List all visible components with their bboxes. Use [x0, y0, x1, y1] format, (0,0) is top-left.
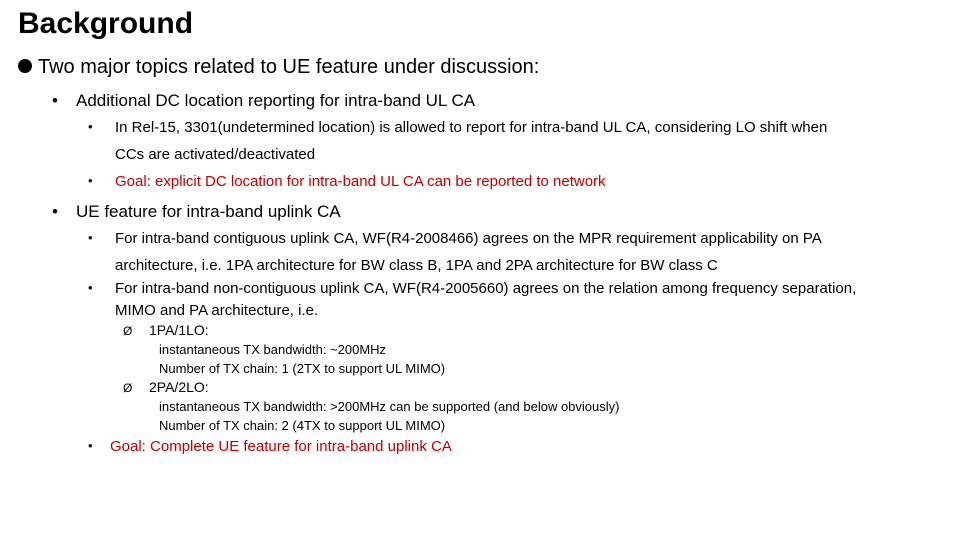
topic1-goal: Goal: explicit DC location for intra-band UL CA can be reported to network	[115, 173, 606, 190]
topic2-bullet2-line1: For intra-band non-contiguous uplink CA, WF(R4-2005660) agrees on the relation among frequency separation,	[115, 280, 857, 297]
sub2-line2: Number of TX chain: 2 (4TX to support UL MIMO)	[159, 418, 446, 433]
bullet-icon: •	[88, 230, 93, 245]
topic2-bullet1-line1: For intra-band contiguous uplink CA, WF(R4-2008466) agrees on the MPR requirement applicability on PA	[115, 230, 822, 247]
intro-text: Two major topics related to UE feature under discussion:	[38, 56, 540, 78]
topic1-heading	[52, 90, 475, 112]
sub2-label: 2PA/2LO:	[149, 379, 209, 395]
bullet-icon: •	[52, 202, 58, 221]
bullet-icon: •	[52, 91, 58, 110]
sub1-line2: Number of TX chain: 1 (2TX to support UL MIMO)	[159, 361, 446, 376]
topic2-heading	[52, 201, 341, 223]
bullet-icon: •	[88, 173, 93, 188]
sub1-label: 1PA/1LO:	[149, 322, 209, 338]
topic1-heading-text: Additional DC location reporting for intra-band UL CA	[76, 91, 476, 110]
intro-line	[18, 54, 539, 80]
topic2-goal: Goal: Complete UE feature for intra-band uplink CA	[110, 438, 452, 455]
filled-circle-bullet-icon	[18, 59, 32, 73]
arrow-bullet-icon: Ø	[123, 324, 133, 338]
bullet-icon: •	[88, 280, 93, 295]
bullet-icon: •	[88, 438, 93, 453]
topic2-bullet2-line2: MIMO and PA architecture, i.e.	[115, 302, 319, 319]
topic1-bullet1-line2: CCs are activated/deactivated	[115, 146, 316, 163]
sub2-line1: instantaneous TX bandwidth: >200MHz can be supported (and below obviously)	[159, 399, 620, 414]
topic2-heading-text: UE feature for intra-band uplink CA	[76, 202, 341, 221]
slide-title: Background	[18, 7, 194, 40]
bullet-icon: •	[88, 119, 93, 134]
sub1-heading	[123, 321, 209, 340]
arrow-bullet-icon: Ø	[123, 381, 133, 395]
sub2-heading	[123, 378, 209, 397]
sub1-line1: instantaneous TX bandwidth: ~200MHz	[159, 342, 387, 357]
topic2-bullet1-line2: architecture, i.e. 1PA architecture for BW class B, 1PA and 2PA architecture for BW class C	[115, 257, 718, 274]
topic1-bullet1-line1: In Rel-15, 3301(undetermined location) is allowed to report for intra-band UL CA, considering LO shift when	[115, 119, 828, 136]
